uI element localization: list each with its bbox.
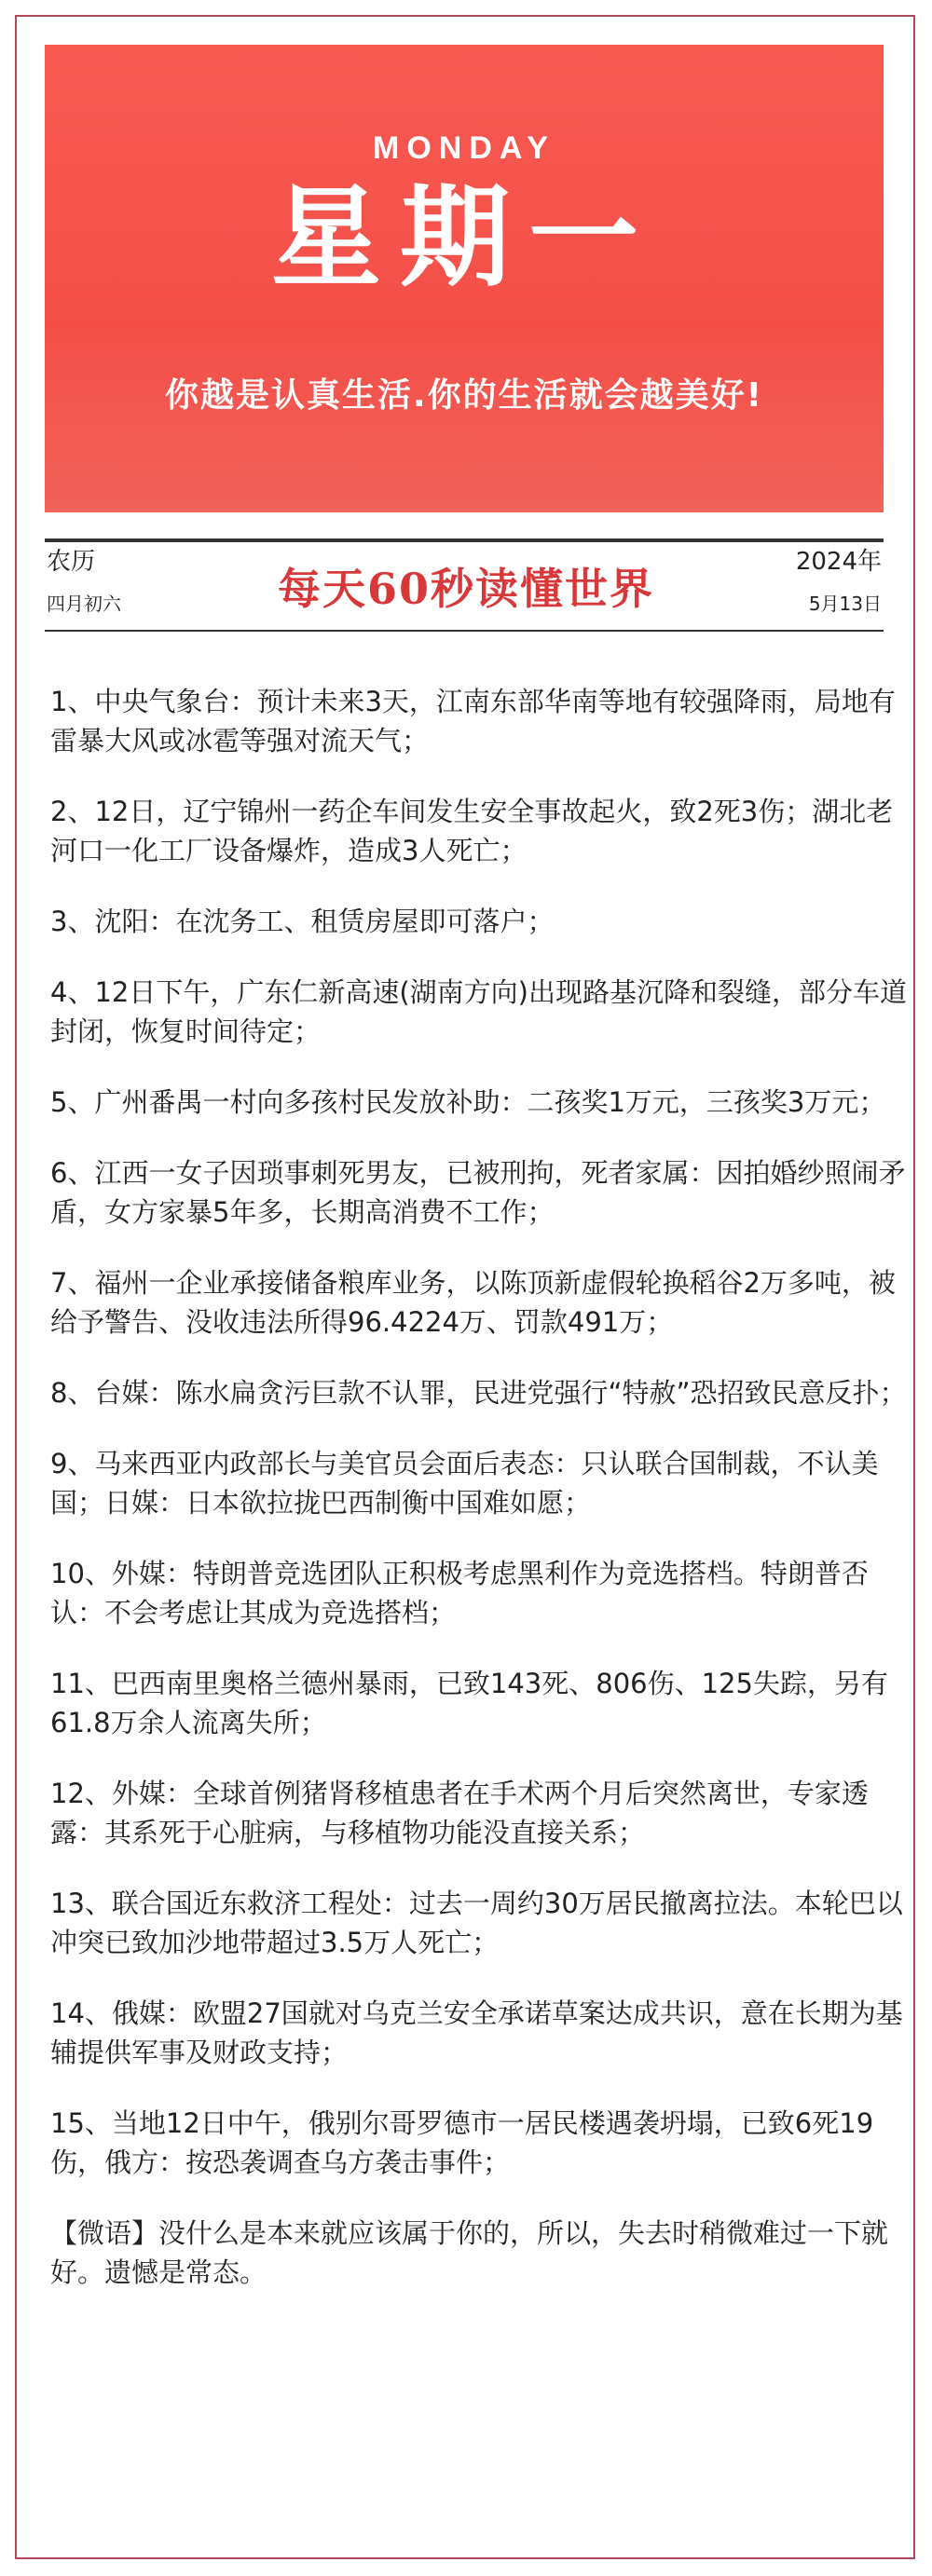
news-item: 15、当地12日中午，俄别尔哥罗德市一居民楼遇袭坍塌，已致6死19伤，俄方：按恐袭调查乌方袭击事件；: [50, 2107, 874, 2178]
news-item: 1、中央气象台：预计未来3天，江南东部华南等地有较强降雨，局地有雷暴大风或冰雹等强对流天气；: [50, 686, 896, 756]
closing-quote: 【微语】没什么是本来就应该属于你的，所以，失去时稍微难过一下就好。遗憾是常态。: [50, 2217, 889, 2288]
news-list: [50, 682, 913, 2292]
news-item: 2、12日，辽宁锦州一药企车间发生安全事故起火，致2死3伤；湖北老河口一化工厂设备爆炸，造成3人死亡；: [50, 796, 894, 866]
page-title: 每天60秒读懂世界: [277, 564, 654, 614]
news-item: 5、广州番禺一村向多孩村民发放补助：二孩奖1万元，三孩奖3万元；: [50, 1086, 886, 1118]
header-banner: [45, 45, 884, 512]
news-item: 11、巴西南里奥格兰德州暴雨，已致143死、806伤、125失踪，另有61.8万余人流离失所；: [50, 1668, 888, 1738]
weekday-english: MONDAY: [373, 130, 555, 166]
motto: 你越是认真生活.你的生活就会越美好!: [164, 376, 764, 415]
weekday-chinese: 星期一: [270, 172, 657, 302]
month-day: 5月13日: [808, 593, 882, 615]
news-item: 3、沈阳：在沈务工、租赁房屋即可落户；: [50, 906, 555, 937]
divider-top: [45, 538, 884, 542]
news-item: 8、台媒：陈水扁贪污巨款不认罪，民进党强行“特赦”恐招致民意反扑；: [50, 1377, 907, 1409]
news-item: 6、江西一女子因琐事刺死男友，已被刑拘，死者家属：因拍婚纱照闹矛盾，女方家暴5年多，长期高消费不工作；: [50, 1157, 906, 1228]
news-item: 4、12日下午，广东仁新高速(湖南方向)出现路基沉降和裂缝，部分车道封闭，恢复时间待定；: [50, 976, 907, 1047]
news-item: 7、福州一企业承接储备粮库业务，以陈顶新虚假轮换稻谷2万多吨，被给予警告、没收违法所得96.4224万、罚款491万；: [50, 1267, 896, 1338]
news-item: 12、外媒：全球首例猪肾移植患者在手术两个月后突然离世，专家透露：其系死于心脏病，与移植物功能没直接关系；: [50, 1778, 869, 1848]
news-item: 14、俄媒：欧盟27国就对乌克兰安全承诺草案达成共识，意在长期为基辅提供军事及财政支持；: [50, 1997, 903, 2068]
year: 2024年: [795, 548, 882, 576]
lunar-date: 四月初六: [47, 593, 121, 615]
news-item: 9、马来西亚内政部长与美官员会面后表态：只认联合国制裁，不认美国；日媒：日本欲拉拢巴西制衡中国难如愿；: [50, 1448, 879, 1519]
lunar-label: 农历: [47, 548, 96, 576]
divider-bottom: [45, 630, 884, 632]
news-item: 13、联合国近东救济工程处：过去一周约30万居民撤离拉法。本轮巴以冲突已致加沙地带超过3.5万人死亡；: [50, 1888, 903, 1958]
news-item: 10、外媒：特朗普竞选团队正积极考虑黑利作为竞选搭档。特朗普否认：不会考虑让其成为竞选搭档；: [50, 1558, 869, 1629]
